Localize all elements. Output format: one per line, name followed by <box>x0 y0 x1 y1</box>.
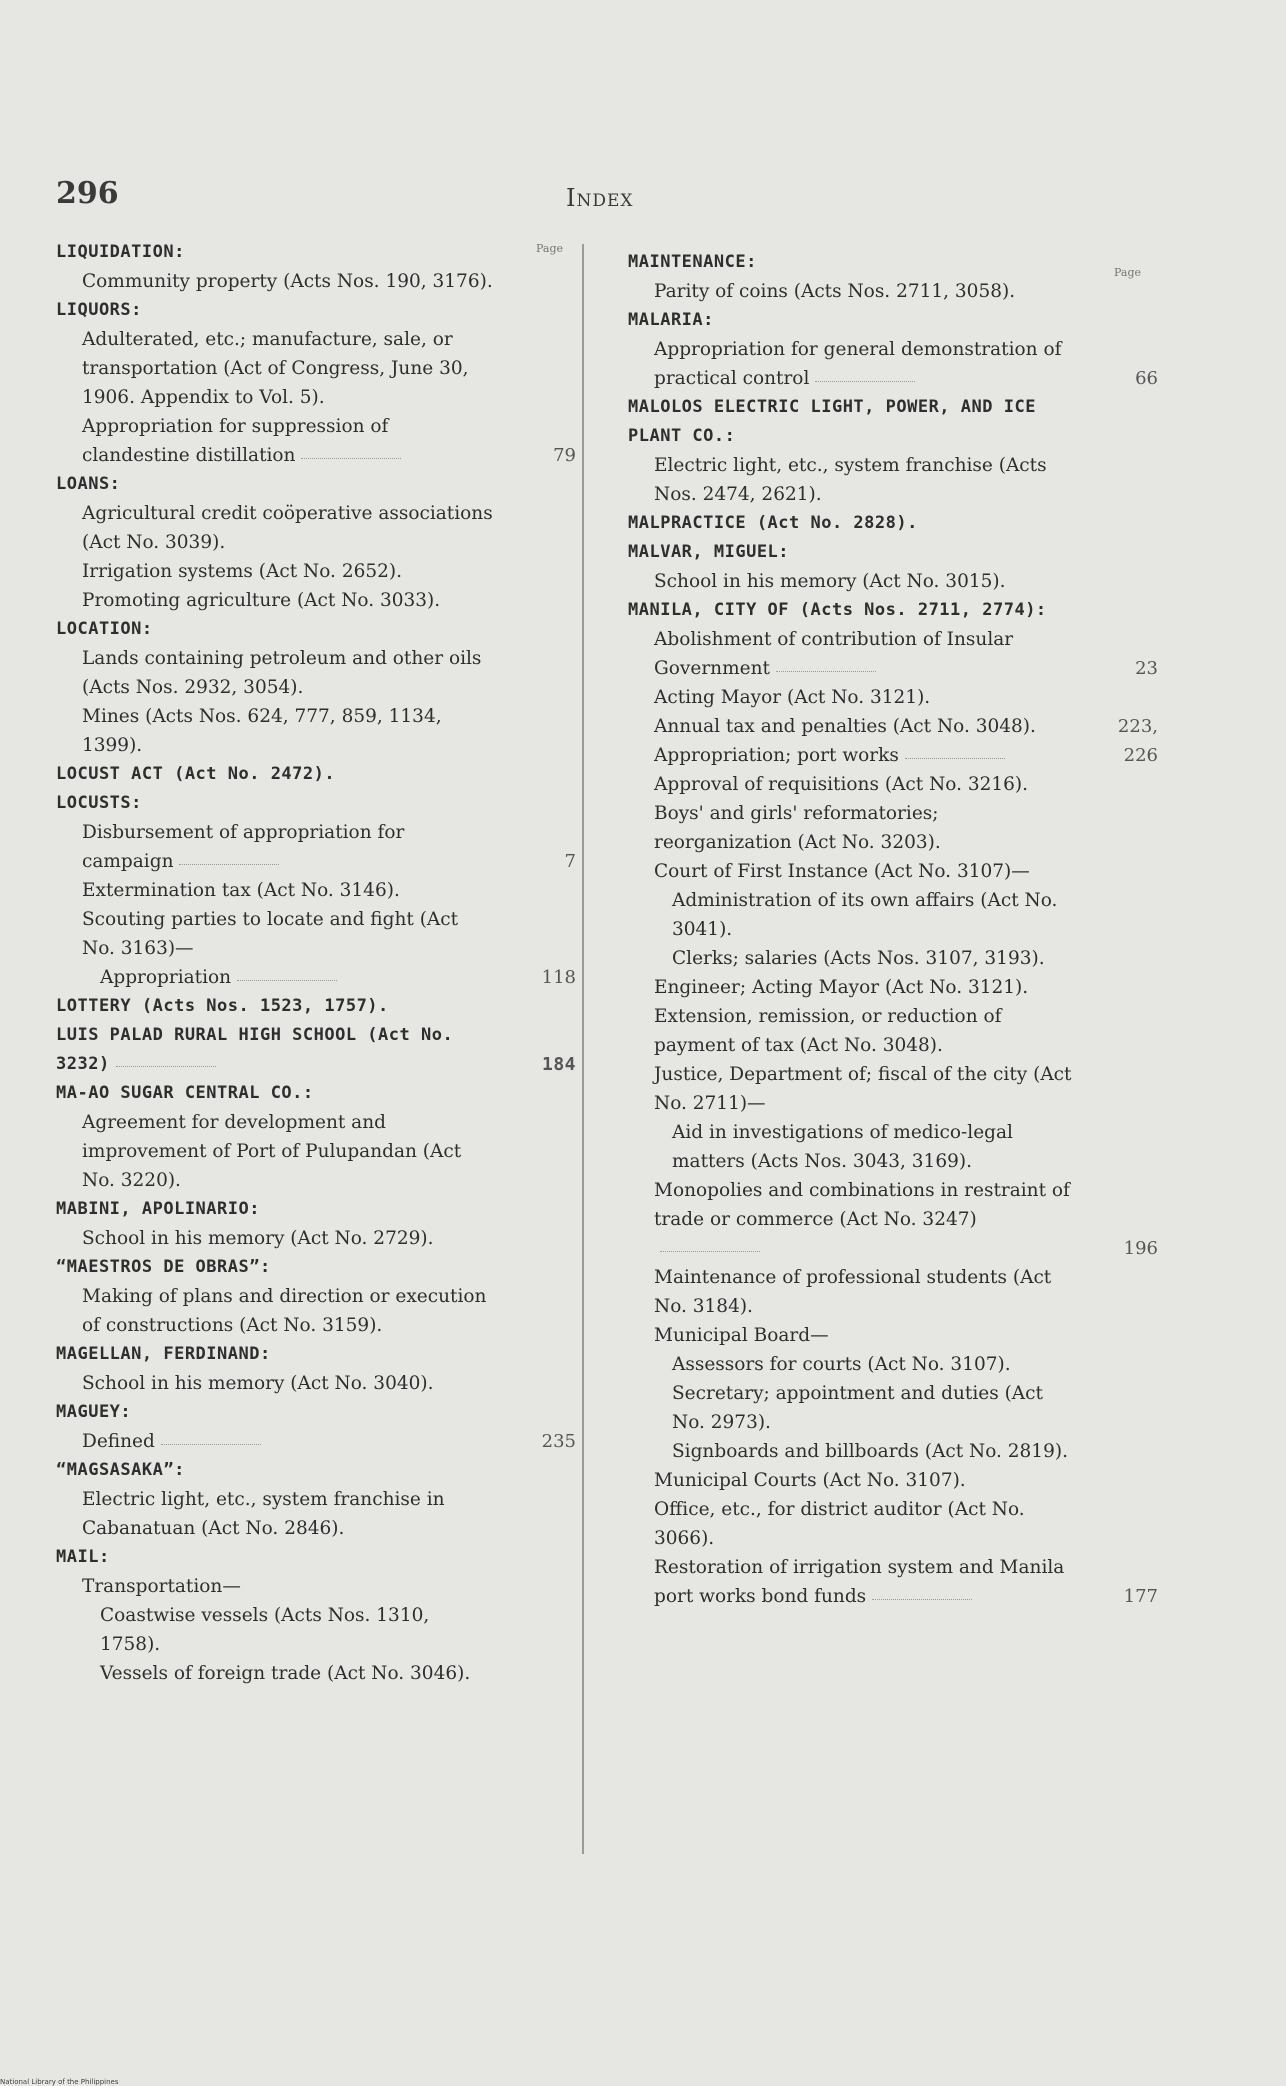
leader-dots <box>116 1062 216 1067</box>
index-entry <box>628 1118 1158 1176</box>
index-column-right <box>628 248 1158 1611</box>
entry-text: MAGUEY: <box>56 1402 132 1422</box>
entry-text: MANILA, CITY OF (Acts Nos. 2711, 2774): <box>628 600 1047 620</box>
index-entry <box>628 625 1158 683</box>
page-reference: 118 <box>541 967 576 988</box>
entry-text: Justice, Department of; fiscal of the city (Act No. 2711)— <box>654 1064 1072 1114</box>
index-heading <box>56 1340 576 1369</box>
entry-text: Appropriation for suppression of clandestine distillation <box>82 416 389 466</box>
leader-dots <box>905 754 1005 759</box>
index-entry <box>56 702 576 760</box>
leader-dots <box>237 976 337 981</box>
leader-dots <box>161 1440 261 1445</box>
index-entry <box>56 905 576 963</box>
page-column-label: Page <box>536 242 564 255</box>
index-entry <box>56 499 576 557</box>
index-entry <box>56 1601 576 1659</box>
index-entry <box>56 412 576 470</box>
entry-text: Vessels of foreign trade (Act No. 3046). <box>100 1663 471 1684</box>
entry-text: Coastwise vessels (Acts Nos. 1310, 1758). <box>100 1605 430 1655</box>
index-heading <box>628 509 1158 538</box>
index-entry <box>628 799 1158 857</box>
index-entry <box>56 1108 576 1195</box>
index-entry <box>628 1437 1158 1466</box>
index-heading <box>628 248 1158 277</box>
entry-text: Engineer; Acting Mayor (Act No. 3121). <box>654 977 1029 998</box>
entry-text: Promoting agriculture (Act No. 3033). <box>82 590 441 611</box>
entry-text: LOCUST ACT (Act No. 2472). <box>56 764 336 784</box>
index-heading <box>56 615 576 644</box>
index-entry <box>628 712 1158 741</box>
index-entry <box>628 451 1158 509</box>
entry-text: “MAGSASAKA”: <box>56 1460 185 1480</box>
entry-text: School in his memory (Act No. 2729). <box>82 1228 434 1249</box>
page-reference: 184 <box>541 1054 576 1075</box>
leader-dots <box>872 1595 972 1600</box>
index-heading <box>628 538 1158 567</box>
entry-text: Scouting parties to locate and fight (Act No. 3163)— <box>82 909 459 959</box>
page-reference: 23 <box>1135 658 1158 679</box>
entry-text: Making of plans and direction or execution of constructions (Act No. 3159). <box>82 1286 487 1336</box>
index-heading <box>56 1398 576 1427</box>
index-entry <box>628 770 1158 799</box>
entry-text: LUIS PALAD RURAL HIGH SCHOOL (Act No. 3232) <box>56 1025 454 1074</box>
index-heading <box>628 596 1158 625</box>
index-entry <box>56 1572 576 1601</box>
entry-text: School in his memory (Act No. 3015). <box>654 571 1006 592</box>
entry-text: Municipal Courts (Act No. 3107). <box>654 1470 966 1491</box>
entry-text: Court of First Instance (Act No. 3107)— <box>654 861 1030 882</box>
entry-text: MAGELLAN, FERDINAND: <box>56 1344 271 1364</box>
entry-text: Assessors for courts (Act No. 3107). <box>672 1354 1011 1375</box>
index-entry <box>628 1060 1158 1118</box>
index-entry <box>628 1176 1158 1263</box>
index-heading <box>56 1195 576 1224</box>
page-title: Index <box>566 184 634 212</box>
entry-text: MAIL: <box>56 1547 110 1567</box>
entry-text: Restoration of irrigation system and Manila port works bond funds <box>654 1557 1065 1607</box>
entry-text: LOCUSTS: <box>56 793 142 813</box>
index-entry <box>56 325 576 412</box>
index-entry <box>628 683 1158 712</box>
entry-text: MALOLOS ELECTRIC LIGHT, POWER, AND ICE PLANT CO.: <box>628 397 1036 446</box>
index-entry <box>56 1224 576 1253</box>
leader-dots <box>301 454 401 459</box>
entry-list <box>56 238 576 1688</box>
index-entry <box>628 335 1158 393</box>
index-heading <box>56 1079 576 1108</box>
entry-text: MA-AO SUGAR CENTRAL CO.: <box>56 1083 314 1103</box>
entry-text: Extermination tax (Act No. 3146). <box>82 880 400 901</box>
index-heading <box>56 1456 576 1485</box>
index-heading <box>56 760 576 789</box>
index-entry <box>628 277 1158 306</box>
index-heading <box>56 238 576 267</box>
index-heading <box>628 393 1158 451</box>
index-entry <box>56 876 576 905</box>
page-reference: 79 <box>553 445 576 466</box>
index-entry <box>56 644 576 702</box>
entry-text: Acting Mayor (Act No. 3121). <box>654 687 931 708</box>
entry-text: Annual tax and penalties (Act No. 3048). <box>654 716 1036 737</box>
footer-stamp: National Library of the Philippines <box>0 2078 119 2086</box>
index-entry <box>628 1350 1158 1379</box>
index-entry <box>628 973 1158 1002</box>
leader-dots <box>660 1247 760 1252</box>
index-entry <box>56 557 576 586</box>
entry-text: Municipal Board— <box>654 1325 829 1346</box>
index-entry <box>56 1427 576 1456</box>
entry-text: Lands containing petroleum and other oils (Acts Nos. 2932, 3054). <box>82 648 482 698</box>
index-entry <box>628 1553 1158 1611</box>
index-heading <box>56 296 576 325</box>
entry-text: MAINTENANCE: <box>628 252 757 272</box>
index-entry <box>628 1263 1158 1321</box>
entry-text: Appropriation; port works <box>654 745 899 766</box>
index-entry <box>628 944 1158 973</box>
entry-text: Aid in investigations of medico-legal matters (Acts Nos. 3043, 3169). <box>672 1122 1013 1172</box>
index-entry <box>56 963 576 992</box>
page-reference: 7 <box>564 851 576 872</box>
entry-text: Disbursement of appropriation for campaign <box>82 822 405 872</box>
index-entry <box>628 1495 1158 1553</box>
entry-text: Defined <box>82 1431 155 1452</box>
entry-text: Monopolies and combinations in restraint of trade or commerce (Act No. 3247) <box>654 1180 1070 1230</box>
page-header <box>56 176 1156 216</box>
index-entry <box>628 1379 1158 1437</box>
entry-text: Abolishment of contribution of Insular Government <box>654 629 1014 679</box>
index-column-left <box>56 238 576 1688</box>
entry-text: MALARIA: <box>628 310 714 330</box>
entry-list <box>628 248 1158 1611</box>
entry-text: Appropriation for general demonstration of practical control <box>654 339 1062 389</box>
index-entry <box>56 267 576 296</box>
leader-dots <box>815 377 915 382</box>
entry-text: Mines (Acts Nos. 624, 777, 859, 1134, 1399). <box>82 706 442 756</box>
page-reference: 223, 226 <box>1117 716 1158 766</box>
index-entry <box>56 1659 576 1688</box>
entry-text: Appropriation <box>100 967 232 988</box>
entry-text: Office, etc., for district auditor (Act No. 3066). <box>654 1499 1025 1549</box>
entry-text: Approval of requisitions (Act No. 3216). <box>654 774 1029 795</box>
entry-text: MALVAR, MIGUEL: <box>628 542 790 562</box>
entry-text: Agricultural credit coöperative associations (Act No. 3039). <box>82 503 493 553</box>
index-entry <box>628 857 1158 886</box>
entry-text: Irrigation systems (Act No. 2652). <box>82 561 403 582</box>
page-reference: 177 <box>1123 1586 1158 1607</box>
index-entry <box>56 1282 576 1340</box>
entry-text: LIQUORS: <box>56 300 142 320</box>
page-number: 296 <box>56 176 119 211</box>
entry-text: Signboards and billboards (Act No. 2819). <box>672 1441 1068 1462</box>
entry-text: Electric light, etc., system franchise in Cabanatuan (Act No. 2846). <box>82 1489 445 1539</box>
index-heading <box>628 306 1158 335</box>
entry-text: Parity of coins (Acts Nos. 2711, 3058). <box>654 281 1016 302</box>
leader-dots <box>776 667 876 672</box>
page-reference: 196 <box>1123 1238 1158 1259</box>
index-entry <box>628 1321 1158 1350</box>
index-heading <box>56 992 576 1021</box>
entry-text: MABINI, APOLINARIO: <box>56 1199 260 1219</box>
entry-text: Administration of its own affairs (Act No. 3041). <box>672 890 1058 940</box>
entry-text: Electric light, etc., system franchise (Acts Nos. 2474, 2621). <box>654 455 1047 505</box>
entry-text: Transportation— <box>82 1576 241 1597</box>
page-reference: 235 <box>541 1431 576 1452</box>
index-entry <box>56 586 576 615</box>
index-heading <box>56 1021 576 1079</box>
index-entry <box>56 1369 576 1398</box>
entry-text: Clerks; salaries (Acts Nos. 3107, 3193). <box>672 948 1045 969</box>
entry-text: LOCATION: <box>56 619 153 639</box>
index-heading <box>56 1253 576 1282</box>
index-entry <box>628 567 1158 596</box>
index-entry <box>628 1466 1158 1495</box>
entry-text: School in his memory (Act No. 3040). <box>82 1373 434 1394</box>
page-column-label: Page <box>1114 266 1142 279</box>
index-heading <box>56 470 576 499</box>
index-heading <box>56 789 576 818</box>
entry-text: Maintenance of professional students (Act No. 3184). <box>654 1267 1052 1317</box>
index-entry <box>56 1485 576 1543</box>
entry-text: LIQUIDATION: <box>56 242 185 262</box>
page-reference: 66 <box>1135 368 1158 389</box>
entry-text: Agreement for development and improvement of Port of Pulupandan (Act No. 3220). <box>82 1112 462 1191</box>
entry-text: Adulterated, etc.; manufacture, sale, or transportation (Act of Congress, June 30, 1906. Appendix to Vol. 5). <box>82 329 469 408</box>
entry-text: “MAESTROS DE OBRAS”: <box>56 1257 271 1277</box>
entry-text: LOANS: <box>56 474 121 494</box>
entry-text: MALPRACTICE (Act No. 2828). <box>628 513 918 533</box>
entry-text: Secretary; appointment and duties (Act No. 2973). <box>672 1383 1043 1433</box>
index-heading <box>56 1543 576 1572</box>
index-entry <box>628 886 1158 944</box>
leader-dots <box>179 860 279 865</box>
entry-text: Community property (Acts Nos. 190, 3176). <box>82 271 493 292</box>
index-entry <box>56 818 576 876</box>
entry-text: Extension, remission, or reduction of payment of tax (Act No. 3048). <box>654 1006 1002 1056</box>
column-divider <box>582 244 584 1854</box>
index-entry <box>628 1002 1158 1060</box>
entry-text: LOTTERY (Acts Nos. 1523, 1757). <box>56 996 389 1016</box>
entry-text: Boys' and girls' reformatories; reorganization (Act No. 3203). <box>654 803 941 853</box>
